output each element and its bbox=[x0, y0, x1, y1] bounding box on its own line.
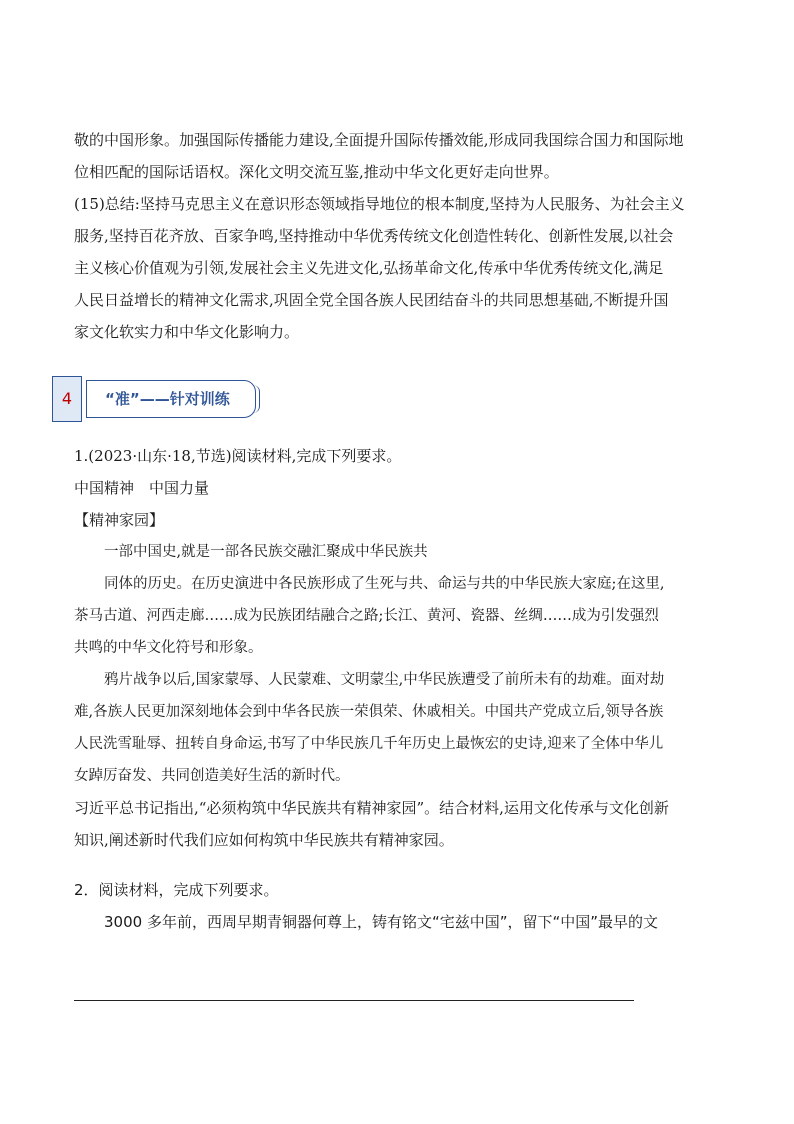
footer-rule bbox=[74, 1000, 634, 1001]
text-line: (15)总结:坚持马克思主义在意识形态领域指导地位的根本制度,坚持为人民服务、为社会主义 bbox=[74, 195, 685, 213]
material-line: 女踔厉奋发、共同创造美好生活的新时代。 bbox=[74, 768, 350, 784]
material-line: 3000 多年前，西周早期青铜器何尊上，铸有铭文“宅兹中国”，留下“中国”最早的文 bbox=[104, 913, 659, 931]
text-line: 服务,坚持百花齐放、百家争鸣,坚持推动中华优秀传统文化创造性转化、创新性发展,以社会 bbox=[74, 227, 674, 245]
section-title: “准”——针对训练 bbox=[86, 380, 256, 418]
question-stem: 1.(2023·山东·18,节选)阅读材料,完成下列要求。 bbox=[74, 447, 402, 465]
material-line: 人民洗雪耻辱、扭转自身命运,书写了中华民族几千年历史上最恢宏的史诗,迎来了全体中华儿 bbox=[74, 736, 664, 752]
material-line: 茶马古道、河西走廊……成为民族团结融合之路;长江、黄河、瓷器、丝绸……成为引发强烈 bbox=[74, 608, 659, 624]
question-stem: 2．阅读材料，完成下列要求。 bbox=[74, 881, 279, 899]
material-line: 同体的历史。在历史演进中各民族形成了生死与共、命运与共的中华民族大家庭;在这里, bbox=[104, 576, 665, 592]
task-line: 知识,阐述新时代我们应如何构筑中华民族共有精神家园。 bbox=[74, 831, 454, 849]
text-line: 敬的中国形象。加强国际传播能力建设,全面提升国际传播效能,形成同我国综合国力和国际地 bbox=[74, 131, 684, 149]
material-subtitle: 中国精神 中国力量 bbox=[74, 479, 210, 497]
material-subheading: 【精神家园】 bbox=[74, 511, 165, 529]
text-line: 位相匹配的国际话语权。深化文明交流互鉴,推动中华文化更好走向世界。 bbox=[74, 163, 559, 181]
section-header bbox=[52, 376, 262, 422]
material-line: 难,各族人民更加深刻地体会到中华各民族一荣俱荣、休戚相关。中国共产党成立后,领导各族 bbox=[74, 704, 664, 720]
summary-paragraph bbox=[74, 124, 734, 348]
material-line: 共鸣的中华文化符号和形象。 bbox=[74, 640, 263, 656]
task-line: 习近平总书记指出,“必须构筑中华民族共有精神家园”。结合材料,运用文化传承与文化创新 bbox=[74, 799, 669, 817]
material-line: 一部中国史,就是一部各民族交融汇聚成中华民族共 bbox=[104, 544, 428, 560]
text-line: 主义核心价值观为引领,发展社会主义先进文化,弘扬革命文化,传承中华优秀传统文化,满足 bbox=[74, 259, 664, 277]
text-line: 家文化软实力和中华文化影响力。 bbox=[74, 323, 300, 341]
question-2 bbox=[74, 874, 734, 938]
text-line: 人民日益增长的精神文化需求,巩固全党全国各族人民团结奋斗的共同思想基础,不断提升国 bbox=[74, 291, 669, 309]
question-1 bbox=[74, 440, 734, 856]
material-line: 鸦片战争以后,国家蒙辱、人民蒙难、文明蒙尘,中华民族遭受了前所未有的劫难。面对劫 bbox=[104, 672, 665, 688]
section-number: 4 bbox=[52, 376, 82, 422]
